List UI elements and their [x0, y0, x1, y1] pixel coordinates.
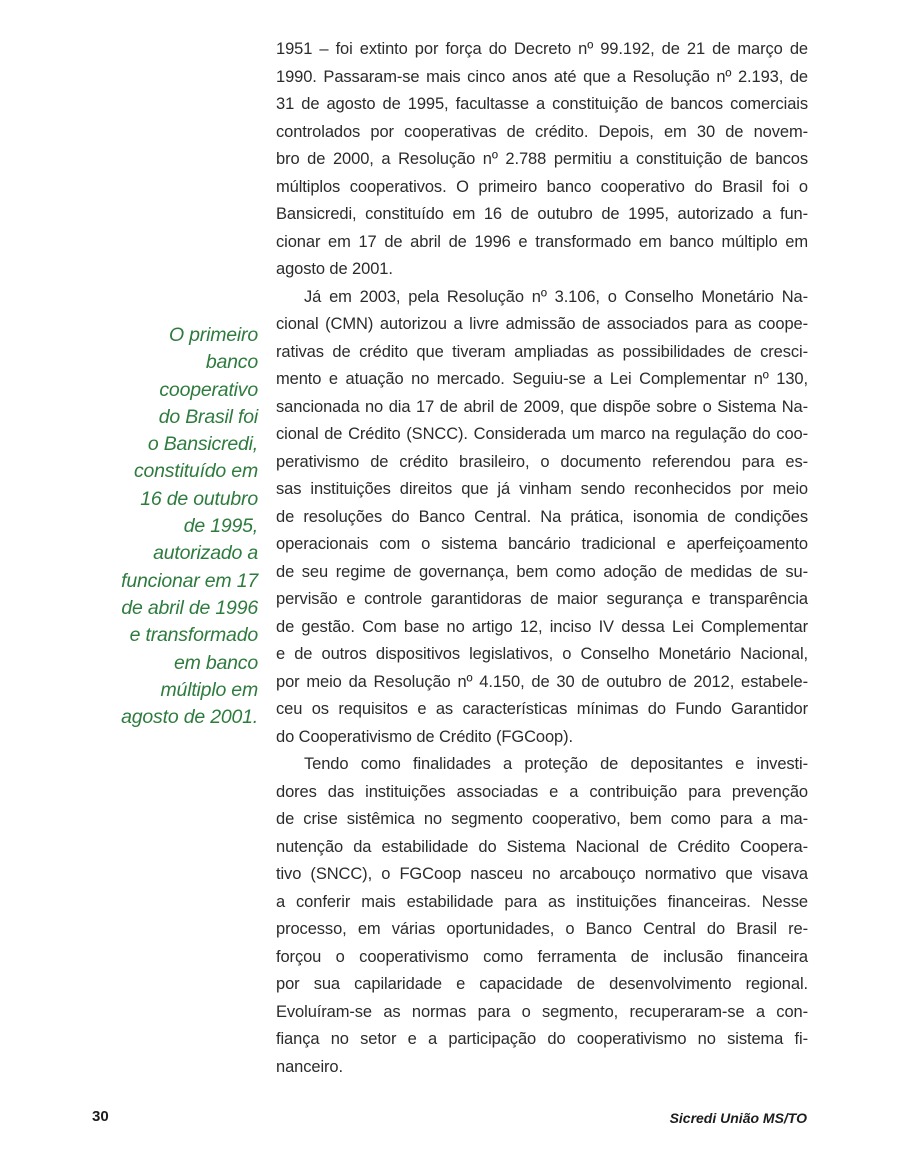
body-text-line: 31 de agosto de 1995, facultasse a constituição de bancos comerciais: [276, 95, 808, 113]
body-text-line: Já em 2003, pela Resolução nº 3.106, o Conselho Monetário Na-: [304, 287, 808, 306]
pull-quote-line: o Bansicredi,: [147, 433, 258, 456]
pull-quote-line: O primeiro: [168, 324, 258, 346]
pull-quote-line: em banco: [173, 651, 258, 674]
body-text-line: de seu regime de governança, bem como adoção de medidas de su-: [276, 562, 808, 581]
running-footer-title: Sicredi União MS/TO: [669, 1110, 807, 1126]
body-text-line: nutenção da estabilidade do Sistema Nacional de Crédito Coopera-: [276, 837, 808, 856]
body-text-line: cionar em 17 de abril de 1996 e transformado em banco múltiplo em: [276, 232, 808, 251]
body-text-line: processo, em várias oportunidades, o Banco Central do Brasil re-: [276, 920, 808, 938]
body-text-line: 1990. Passaram-se mais cinco anos até que a Resolução nº 2.193, de: [276, 67, 808, 86]
pull-quote-line: de abril de 1996: [121, 596, 258, 619]
body-text-line: 1951 – foi extinto por força do Decreto nº 99.192, de 21 de março de: [276, 40, 808, 58]
pull-quote: [58, 322, 258, 731]
body-text-line: de resoluções do Banco Central. Na prática, isonomia de condições: [276, 507, 808, 526]
pull-quote-line: agosto de 2001.: [121, 706, 258, 729]
body-text-line: Tendo como finalidades a proteção de depositantes e investi-: [304, 755, 808, 773]
pull-quote-line: múltiplo em: [160, 678, 258, 701]
body-text-line: Evoluíram-se as normas para o segmento, recuperaram-se a con-: [276, 1002, 808, 1021]
pull-quote-line: autorizado a: [153, 542, 258, 565]
body-text-line: sancionada no dia 17 de abril de 2009, que dispõe sobre o Sistema Na-: [276, 397, 808, 416]
body-text-line: fiança no setor e a participação do cooperativismo no sistema fi-: [276, 1030, 808, 1048]
body-text-line: dores das instituições associadas e a contribuição para prevenção: [276, 782, 808, 801]
page-number: 30: [92, 1108, 109, 1125]
body-text-line: do Cooperativismo de Crédito (FGCoop).: [276, 727, 573, 746]
pull-quote-line: e transformado: [129, 624, 258, 647]
body-text-line: múltiplos cooperativos. O primeiro banco cooperativo do Brasil foi o: [276, 177, 808, 196]
body-text-line: rativas de crédito que tiveram ampliadas as possibilidades de cresci-: [276, 342, 808, 361]
body-text-line: e de outros dispositivos legislativos, o Conselho Monetário Nacional,: [276, 645, 808, 663]
paragraph: [276, 36, 808, 284]
pull-quote-line: funcionar em 17: [121, 569, 258, 592]
body-text-line: de gestão. Com base no artigo 12, inciso IV dessa Lei Complementar: [276, 617, 808, 636]
body-text-line: mento e atuação no mercado. Seguiu-se a Lei Complementar nº 130,: [276, 370, 808, 388]
pull-quote-line: cooperativo: [159, 378, 258, 401]
body-text-line: por meio da Resolução nº 4.150, de 30 de outubro de 2012, estabele-: [276, 672, 808, 691]
body-text-line: pervisão e controle garantidoras de maior segurança e transparência: [276, 590, 808, 608]
pull-quote-line: constituído em: [133, 460, 258, 483]
body-text-line: por sua capilaridade e capacidade de desenvolvimento regional.: [276, 975, 808, 993]
body-text-line: controlados por cooperativas de crédito. Depois, em 30 de novem-: [276, 122, 808, 141]
body-text-line: tivo (SNCC), o FGCoop nasceu no arcabouço normativo que visava: [276, 865, 808, 883]
pull-quote-line: 16 de outubro: [140, 487, 258, 510]
pull-quote-line: de 1995,: [183, 515, 258, 538]
paragraph: [276, 284, 808, 752]
body-text-line: cional (CMN) autorizou a livre admissão de associados para as coope-: [276, 315, 808, 333]
pull-quote-line: do Brasil foi: [158, 405, 258, 428]
body-text-line: Bansicredi, constituído em 16 de outubro de 1995, autorizado a fun-: [276, 205, 808, 223]
body-text-line: agosto de 2001.: [276, 260, 393, 278]
body-text-line: cional de Crédito (SNCC). Considerada um marco na regulação do coo-: [276, 425, 808, 443]
body-text-line: sas instituições direitos que já vinham sendo reconhecidos por meio: [276, 480, 808, 498]
body-text-line: forçou o cooperativismo como ferramenta de inclusão financeira: [276, 947, 808, 966]
body-text-line: ceu os requisitos e as características mínimas do Fundo Garantidor: [276, 700, 808, 718]
paragraph: [276, 751, 808, 1081]
body-text-line: operacionais com o sistema bancário tradicional e aperfeiçoamento: [276, 535, 808, 553]
pull-quote-line: banco: [205, 351, 258, 374]
body-text-line: bro de 2000, a Resolução nº 2.788 permitiu a constituição de bancos: [276, 150, 808, 168]
body-text-line: nanceiro.: [276, 1057, 343, 1076]
body-text-line: perativismo de crédito brasileiro, o documento referendou para es-: [276, 452, 808, 471]
body-text-column: [276, 36, 808, 1081]
body-text-line: de crise sistêmica no segmento cooperativo, bem como para a ma-: [276, 810, 808, 828]
body-text-line: a conferir mais estabilidade para as instituições financeiras. Nesse: [276, 892, 808, 911]
